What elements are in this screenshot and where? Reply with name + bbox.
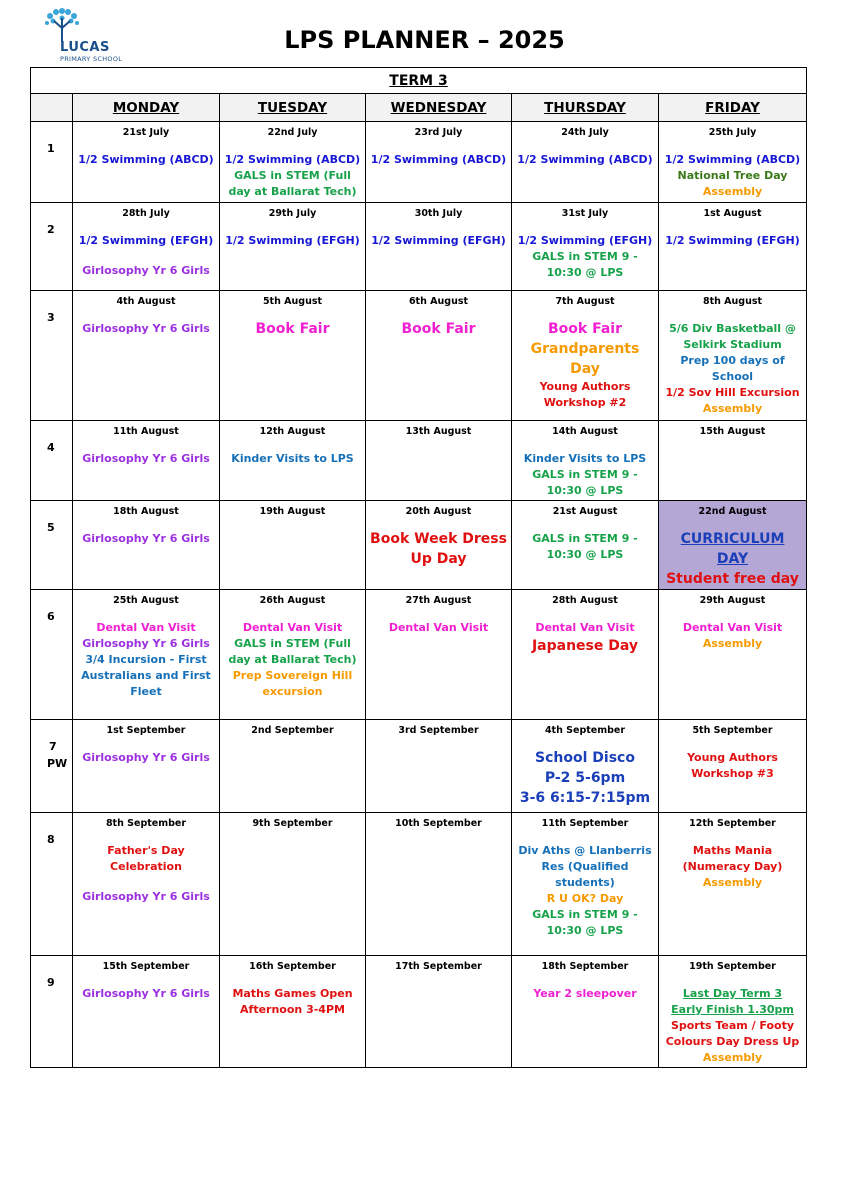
week-number: 2 [31, 203, 73, 291]
event-item: 1/2 Swimming (ABCD) [224, 153, 361, 166]
date-label: 21st July [122, 127, 170, 138]
event-item: Book Week Dress Up Day [370, 531, 507, 567]
date-label: 18th September [541, 961, 629, 972]
event-item: Grandparents Day [530, 341, 640, 377]
event-item: 1/2 Swimming (EFGH) [78, 234, 214, 247]
event-item: 3/4 Incursion - First Australians and First Fleet [81, 653, 211, 698]
logo-subtitle: PRIMARY SCHOOL [60, 55, 123, 63]
event-item: Sports Team / Footy Colours Day Dress Up [665, 1019, 800, 1048]
date-label: 9th September [252, 818, 333, 829]
event-item: School Disco [535, 750, 635, 766]
week-row [31, 122, 807, 203]
event-item: GALS in STEM 9 - 10:30 @ LPS [532, 468, 638, 497]
date-label: 4th August [116, 296, 176, 307]
date-label: 12th August [259, 426, 326, 437]
event-item: GALS in STEM (Full day at Ballarat Tech) [228, 169, 357, 198]
day-cell [512, 291, 659, 421]
event-item: Girlosophy Yr 6 Girls [82, 264, 210, 277]
date-label: 25th July [708, 127, 757, 138]
event-item: Dental Van Visit [96, 621, 196, 634]
day-cell [659, 421, 807, 501]
date-label: 11th September [541, 818, 629, 829]
event-item: Prep 100 days of School [680, 354, 785, 383]
day-cell [220, 421, 366, 501]
day-cell [512, 122, 659, 203]
day-cell [512, 813, 659, 956]
event-item: GALS in STEM (Full day at Ballarat Tech) [228, 637, 357, 666]
day-header-monday: MONDAY [73, 94, 220, 122]
week-number: 9 [31, 956, 73, 1068]
event-item: Assembly [702, 402, 763, 415]
date-label: 28th July [122, 208, 170, 219]
date-label: 3rd September [398, 725, 479, 736]
event-item: Maths Mania (Numeracy Day) [682, 844, 783, 873]
day-header-wednesday: WEDNESDAY [366, 94, 512, 122]
event-item: Prep Sovereign Hill excursion [232, 669, 353, 698]
event-item: National Tree Day [677, 169, 788, 182]
day-header-friday: FRIDAY [659, 94, 807, 122]
day-cell [512, 956, 659, 1068]
event-item: 1/2 Swimming (EFGH) [517, 234, 653, 247]
date-label: 5th September [692, 725, 773, 736]
day-cell [73, 590, 220, 720]
day-cell [512, 421, 659, 501]
week-number: 1 [31, 122, 73, 203]
date-label: 12th September [689, 818, 776, 829]
day-cell [220, 720, 366, 813]
event-item: GALS in STEM 9 - 10:30 @ LPS [532, 532, 638, 561]
event-item: Dental Van Visit [535, 621, 635, 634]
event-item: 1/2 Sov Hill Excursion [665, 386, 800, 399]
planner-table [30, 67, 807, 1068]
event-item: Last Day Term 3 [682, 987, 783, 1000]
date-label: 21st August [552, 506, 618, 517]
event-item: Maths Games Open Afternoon 3-4PM [232, 987, 353, 1016]
day-cell [366, 203, 512, 291]
day-cell [73, 421, 220, 501]
day-cell [220, 122, 366, 203]
date-label: 19th September [689, 961, 776, 972]
day-cell [659, 813, 807, 956]
date-label: 15th August [699, 426, 766, 437]
date-label: 13th August [405, 426, 472, 437]
event-item: Young Authors Workshop #2 [539, 380, 631, 409]
day-cell [366, 421, 512, 501]
event-spacer [73, 249, 219, 263]
date-label: 22nd July [267, 127, 318, 138]
week-row [31, 590, 807, 720]
event-item: GALS in STEM 9 - 10:30 @ LPS [532, 908, 638, 937]
term-heading: TERM 3 [31, 68, 807, 94]
event-item: Early Finish 1.30pm [671, 1003, 794, 1016]
event-item: 1/2 Swimming (ABCD) [517, 153, 653, 166]
date-label: 4th September [544, 725, 626, 736]
day-cell [659, 501, 807, 590]
event-item: Girlosophy Yr 6 Girls [82, 637, 210, 650]
week-column-header [31, 94, 73, 122]
week-number: 4 [31, 421, 73, 501]
date-label: 27th August [405, 595, 472, 606]
day-cell [659, 956, 807, 1068]
date-label: 26th August [259, 595, 326, 606]
event-item: 1/2 Swimming (EFGH) [371, 234, 506, 247]
date-label: 29th July [268, 208, 317, 219]
date-label: 18th August [113, 506, 179, 517]
date-label: 30th July [414, 208, 463, 219]
event-item: 1/2 Swimming (EFGH) [665, 234, 800, 247]
date-label: 20th August [405, 506, 472, 517]
week-row [31, 813, 807, 956]
date-label: 14th August [552, 426, 618, 437]
date-label: 22nd August [698, 506, 767, 517]
week-number: 7 PW [31, 720, 73, 813]
event-item: 5/6 Div Basketball @ Selkirk Stadium [669, 322, 796, 351]
day-cell [220, 291, 366, 421]
week-row [31, 501, 807, 590]
event-item: Young Authors Workshop #3 [687, 751, 778, 780]
week-row [31, 203, 807, 291]
date-label: 8th August [702, 296, 763, 307]
date-label: 19th August [259, 506, 326, 517]
day-cell [220, 590, 366, 720]
day-cell [659, 720, 807, 813]
day-cell [73, 956, 220, 1068]
day-cell [659, 122, 807, 203]
day-cell [73, 720, 220, 813]
date-label: 6th August [408, 296, 469, 307]
week-number: 8 [31, 813, 73, 956]
day-cell [220, 956, 366, 1068]
event-item: Girlosophy Yr 6 Girls [82, 532, 210, 545]
day-cell [512, 720, 659, 813]
day-cell [659, 590, 807, 720]
week-row [31, 421, 807, 501]
event-item: Father's Day Celebration [107, 844, 185, 873]
day-cell [220, 203, 366, 291]
day-cell [73, 501, 220, 590]
week-number: 6 [31, 590, 73, 720]
day-cell [73, 122, 220, 203]
date-label: 1st August [703, 208, 762, 219]
day-cell [73, 203, 220, 291]
event-item: 1/2 Swimming (ABCD) [78, 153, 214, 166]
day-cell [366, 720, 512, 813]
day-cell [512, 590, 659, 720]
date-label: 28th August [552, 595, 618, 606]
day-cell [220, 813, 366, 956]
week-row [31, 291, 807, 421]
event-item: Book Fair [401, 321, 476, 337]
date-label: 8th September [105, 818, 187, 829]
day-cell [659, 203, 807, 291]
event-item: Student free day [666, 571, 799, 587]
event-item: Kinder Visits to LPS [523, 452, 647, 465]
event-item: Girlosophy Yr 6 Girls [82, 452, 210, 465]
event-item: P-2 5-6pm [544, 770, 626, 786]
event-item: Assembly [702, 185, 763, 198]
day-cell [366, 813, 512, 956]
event-item: Japanese Day [531, 638, 639, 654]
event-item: Girlosophy Yr 6 Girls [82, 987, 210, 1000]
date-label: 16th September [249, 961, 336, 972]
event-item: 1/2 Swimming (ABCD) [664, 153, 801, 166]
day-cell [659, 291, 807, 421]
week-number: 5 [31, 501, 73, 590]
day-header-thursday: THURSDAY [512, 94, 659, 122]
date-label: 29th August [699, 595, 766, 606]
event-item: Girlosophy Yr 6 Girls [82, 322, 210, 335]
event-item: CURRICULUM DAY [680, 531, 785, 567]
event-item: Year 2 sleepover [533, 987, 637, 1000]
event-item: Book Fair [548, 321, 622, 337]
day-cell [366, 590, 512, 720]
day-cell [73, 813, 220, 956]
date-label: 7th August [555, 296, 615, 307]
event-item: 1/2 Swimming (ABCD) [370, 153, 507, 166]
event-item: Girlosophy Yr 6 Girls [82, 751, 210, 764]
day-cell [73, 291, 220, 421]
date-label: 11th August [113, 426, 179, 437]
event-item: Kinder Visits to LPS [231, 452, 354, 465]
date-label: 2nd September [251, 725, 334, 736]
day-cell [366, 956, 512, 1068]
week-number: 3 [31, 291, 73, 421]
date-label: 15th September [102, 961, 190, 972]
week-row [31, 956, 807, 1068]
date-label: 23rd July [414, 127, 463, 138]
day-cell [220, 501, 366, 590]
day-cell [366, 291, 512, 421]
event-item: Dental Van Visit [388, 621, 489, 634]
event-item: Dental Van Visit [682, 621, 783, 634]
week-row [31, 720, 807, 813]
event-item: Div Aths @ Llanberris Res (Qualified students) [518, 844, 652, 889]
day-cell [512, 203, 659, 291]
event-item: Dental Van Visit [242, 621, 343, 634]
week-label: PW [47, 757, 68, 770]
date-label: 31st July [561, 208, 609, 219]
date-label: 24th July [561, 127, 609, 138]
event-item: R U OK? Day [546, 892, 624, 905]
event-item: 3-6 6:15-7:15pm [519, 790, 651, 806]
page-title: LPS PLANNER – 2025 [284, 26, 565, 54]
logo-name: LUCAS [60, 40, 110, 55]
date-label: 25th August [113, 595, 179, 606]
event-item: Girlosophy Yr 6 Girls [82, 890, 210, 903]
event-item: 1/2 Swimming (EFGH) [225, 234, 360, 247]
event-item: Assembly [702, 876, 763, 889]
day-cell [512, 501, 659, 590]
date-label: 5th August [262, 296, 323, 307]
date-label: 1st September [106, 725, 186, 736]
day-cell [366, 122, 512, 203]
event-spacer [73, 875, 219, 889]
day-header-tuesday: TUESDAY [220, 94, 366, 122]
date-label: 17th September [395, 961, 482, 972]
event-item: Assembly [702, 637, 763, 650]
event-item: GALS in STEM 9 - 10:30 @ LPS [532, 250, 638, 279]
day-cell [366, 501, 512, 590]
event-item: Assembly [702, 1051, 763, 1064]
event-item: Book Fair [255, 321, 330, 337]
date-label: 10th September [395, 818, 482, 829]
